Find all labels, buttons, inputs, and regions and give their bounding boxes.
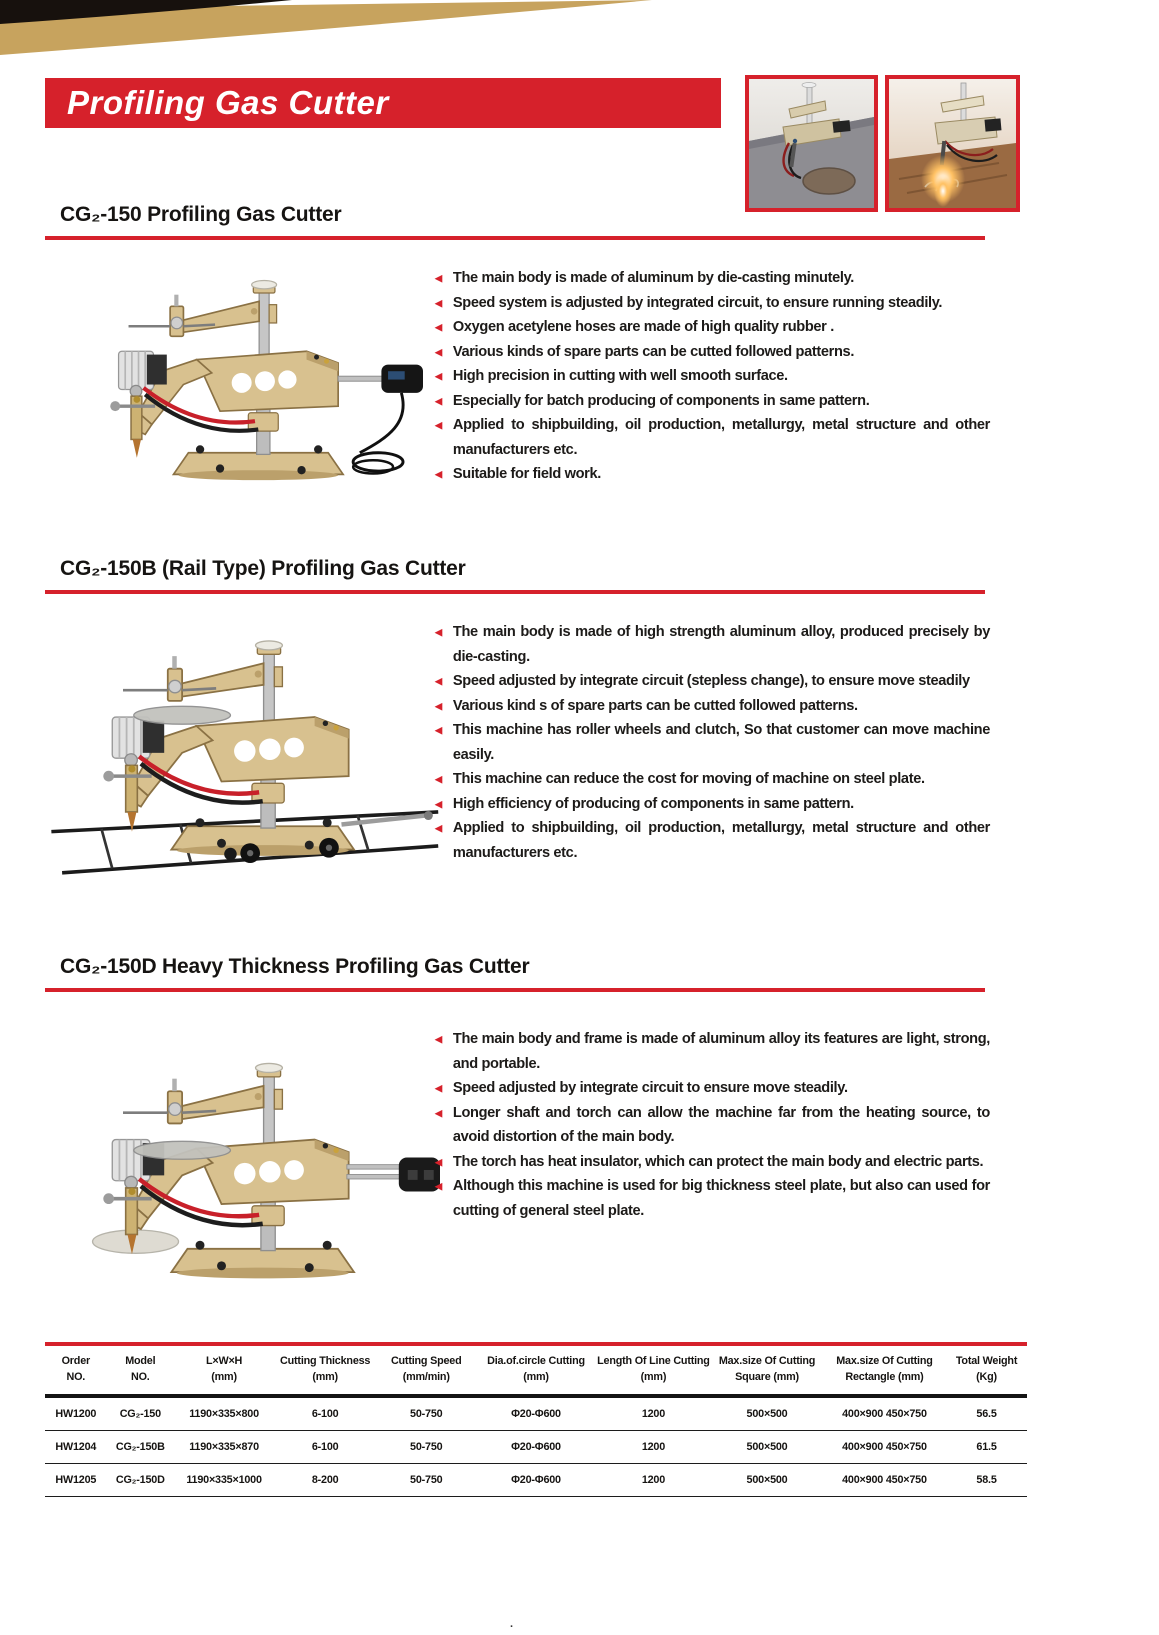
feature-item <box>432 266 990 291</box>
feature-item <box>432 816 990 865</box>
spec-column-header: Order NO. <box>61 1355 90 1383</box>
section-rule-2 <box>45 590 985 594</box>
spec-cell: 56.5 <box>976 1408 997 1421</box>
spec-row <box>45 1464 1027 1497</box>
spec-cell: HW1200 <box>55 1408 97 1421</box>
feature-item <box>432 1150 990 1175</box>
spec-cell: 58.5 <box>976 1474 997 1487</box>
feature-list-cg2-150d <box>432 1027 990 1223</box>
feature-text: The torch has heat insulator, which can protect the main body and electric parts. <box>452 1153 984 1170</box>
product-photo-2 <box>885 75 1020 212</box>
spec-cell: 1190×335×870 <box>189 1441 259 1454</box>
bullet-arrow-icon: ◄ <box>432 270 445 286</box>
top-swoosh-decoration <box>0 0 1159 60</box>
feature-text: High efficiency of producing of components in same pattern. <box>452 795 854 812</box>
spec-column-header: Cutting Speed (mm/min) <box>390 1355 462 1383</box>
feature-list-cg2-150 <box>432 266 990 487</box>
machine-illustration-cg2-150 <box>57 245 423 491</box>
bullet-arrow-icon: ◄ <box>432 624 445 640</box>
photo-1-image <box>749 79 874 208</box>
spec-cell: 1200 <box>641 1474 666 1487</box>
feature-item <box>432 620 990 669</box>
feature-text: High precision in cutting with well smooth surface. <box>452 368 788 384</box>
bullet-arrow-icon: ◄ <box>432 1080 445 1096</box>
feature-item <box>432 340 990 365</box>
section-heading-cg2-150d: CG₂-150D Heavy Thickness Profiling Gas Cutter <box>60 955 530 978</box>
feature-text: The main body is made of aluminum by die-casting minutely. <box>452 270 854 286</box>
spec-cell: 1200 <box>641 1408 666 1421</box>
spec-column-header: Cutting Thickness (mm) <box>280 1355 371 1383</box>
feature-item <box>432 1101 990 1150</box>
feature-item <box>432 291 990 316</box>
spec-cell: 400×900 450×750 <box>842 1474 927 1487</box>
machine-illustration-cg2-150d <box>46 1000 440 1290</box>
spec-column-header: Total Weight (Kg) <box>955 1355 1018 1383</box>
feature-item <box>432 694 990 719</box>
feature-item <box>432 315 990 340</box>
spec-cell: HW1204 <box>55 1441 97 1454</box>
feature-item <box>432 792 990 817</box>
spec-header-row <box>45 1344 1027 1396</box>
spec-cell: CG₂-150B <box>115 1441 165 1454</box>
bullet-arrow-icon: ◄ <box>432 698 445 713</box>
section-rule-3 <box>45 988 985 992</box>
photo-2-image <box>889 79 1016 208</box>
bullet-arrow-icon: ◄ <box>432 820 445 836</box>
spec-cell: 50-750 <box>410 1474 443 1487</box>
feature-text: Various kind s of spare parts can be cutted followed patterns. <box>452 697 858 714</box>
bullet-arrow-icon: ◄ <box>432 417 445 433</box>
section-rule-1 <box>45 236 985 240</box>
footer-mark: . <box>510 1618 514 1630</box>
spec-column-header: Model NO. <box>125 1355 156 1383</box>
spec-cell: 400×900 450×750 <box>842 1441 927 1454</box>
bullet-arrow-icon: ◄ <box>432 344 445 359</box>
spec-cell: Φ20-Φ600 <box>511 1474 561 1487</box>
feature-text: Speed system is adjusted by integrated circuit, to ensure running steadily. <box>452 294 943 311</box>
feature-item <box>432 462 990 487</box>
feature-text: Applied to shipbuilding, oil production, metallurgy, metal structure and other manufacturers etc. <box>452 820 990 861</box>
feature-text: The main body is made of high strength aluminum alloy, produced precisely by die-casting. <box>452 624 990 665</box>
spec-cell: CG₂-150D <box>115 1474 165 1487</box>
feature-item <box>432 1076 990 1101</box>
spec-cell: 50-750 <box>410 1441 443 1454</box>
spec-cell: 400×900 450×750 <box>842 1408 927 1421</box>
spec-column-header: L×W×H (mm) <box>205 1355 243 1383</box>
category-banner <box>45 78 721 128</box>
spec-row <box>45 1431 1027 1464</box>
bullet-arrow-icon: ◄ <box>432 1178 445 1194</box>
feature-text: Various kinds of spare parts can be cutted followed patterns. <box>452 343 855 360</box>
feature-item <box>432 767 990 792</box>
feature-text: Oxygen acetylene hoses are made of high quality rubber . <box>452 319 834 335</box>
spec-column-header: Max.size Of Cutting Rectangle (mm) <box>836 1355 933 1383</box>
bullet-arrow-icon: ◄ <box>432 368 445 384</box>
spec-row <box>45 1396 1027 1431</box>
spec-cell: 8-200 <box>311 1474 339 1487</box>
spec-cell: 500×500 <box>746 1474 788 1487</box>
section-heading-cg2-150b: CG₂-150B (Rail Type) Profiling Gas Cutter <box>60 557 466 580</box>
bullet-arrow-icon: ◄ <box>432 1105 445 1120</box>
feature-text: This machine can reduce the cost for moving of machine on steel plate. <box>452 771 925 787</box>
category-title: Profiling Gas Cutter <box>67 84 389 121</box>
spec-cell: Φ20-Φ600 <box>511 1408 561 1421</box>
bullet-arrow-icon: ◄ <box>432 1154 445 1169</box>
spec-column-header: Dia.of.circle Cutting (mm) <box>487 1355 585 1383</box>
feature-item <box>432 1174 990 1223</box>
spec-column-header: Max.size Of Cutting Square (mm) <box>718 1355 816 1383</box>
bullet-arrow-icon: ◄ <box>432 295 445 310</box>
spec-table <box>45 1342 1027 1497</box>
bullet-arrow-icon: ◄ <box>432 319 445 335</box>
bullet-arrow-icon: ◄ <box>432 393 445 408</box>
spec-cell: 6-100 <box>311 1441 339 1454</box>
feature-list-cg2-150b <box>432 620 990 865</box>
spec-cell: 50-750 <box>410 1408 443 1421</box>
spec-cell: 1190×335×1000 <box>186 1474 262 1487</box>
feature-item <box>432 413 990 462</box>
spec-table-body <box>45 1396 1027 1497</box>
feature-text: Speed adjusted by integrate circuit to ensure move steadily. <box>452 1080 848 1096</box>
feature-item <box>432 364 990 389</box>
bullet-arrow-icon: ◄ <box>432 796 445 811</box>
spec-cell: 6-100 <box>311 1408 339 1421</box>
feature-text: This machine has roller wheels and clutch, So that customer can move machine easily. <box>452 722 990 763</box>
spec-cell: 500×500 <box>746 1441 788 1454</box>
feature-text: The main body and frame is made of aluminum alloy its features are light, strong, and portable. <box>452 1031 990 1072</box>
feature-text: Suitable for field work. <box>452 466 601 482</box>
spec-cell: 61.5 <box>976 1441 997 1454</box>
feature-text: Longer shaft and torch can allow the machine far from the heating source, to avoid distortion of the main body. <box>452 1104 990 1145</box>
bullet-arrow-icon: ◄ <box>432 466 445 482</box>
section-heading-cg2-150: CG₂-150 Profiling Gas Cutter <box>60 203 342 226</box>
bullet-arrow-icon: ◄ <box>432 722 445 738</box>
spec-cell: 1200 <box>641 1441 666 1454</box>
product-photo-1 <box>745 75 878 212</box>
bullet-arrow-icon: ◄ <box>432 673 445 689</box>
feature-text: Speed adjusted by integrate circuit (stepless change), to ensure move steadily <box>452 673 970 689</box>
bullet-arrow-icon: ◄ <box>432 1031 445 1047</box>
spec-cell: 500×500 <box>746 1408 788 1421</box>
spec-cell: 1190×335×800 <box>189 1408 259 1421</box>
spec-cell: Φ20-Φ600 <box>511 1441 561 1454</box>
spec-column-header: Length Of Line Cutting (mm) <box>597 1355 710 1383</box>
spec-cell: CG₂-150 <box>119 1408 161 1421</box>
spec-cell: HW1205 <box>55 1474 97 1487</box>
feature-item <box>432 1027 990 1076</box>
feature-text: Applied to shipbuilding, oil production, metallurgy, metal structure and other manufacturers etc. <box>452 417 990 458</box>
spec-table-head <box>45 1344 1027 1396</box>
feature-item <box>432 669 990 694</box>
feature-text: Although this machine is used for big thickness steel plate, but also can used for cutting of general steel plate. <box>452 1178 990 1219</box>
feature-item <box>432 718 990 767</box>
machine-illustration-cg2-150b <box>46 598 440 880</box>
feature-text: Especially for batch producing of components in same pattern. <box>452 392 870 409</box>
feature-item <box>432 389 990 414</box>
bullet-arrow-icon: ◄ <box>432 771 445 787</box>
